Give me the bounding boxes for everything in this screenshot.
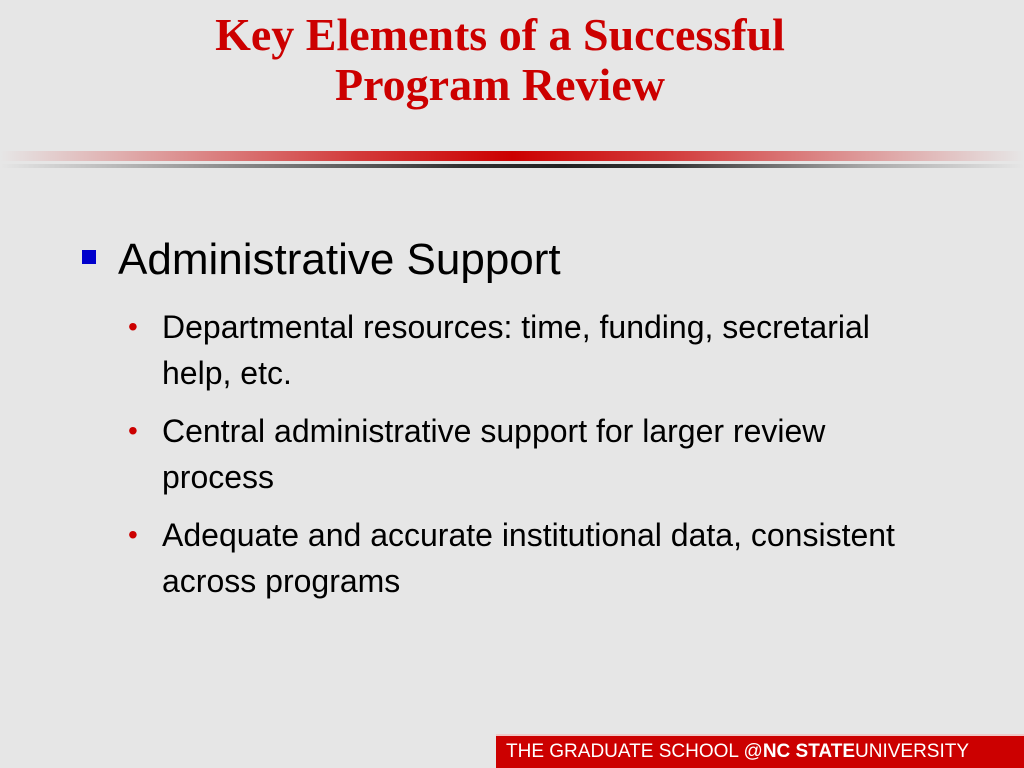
dot-bullet-icon: • <box>128 311 138 342</box>
square-bullet-icon <box>82 250 96 264</box>
slide-title-line-2: Program Review <box>335 59 665 110</box>
main-bullet-item <box>82 232 962 288</box>
slide-content <box>82 232 962 616</box>
footer-brand-band <box>496 734 1024 768</box>
sub-bullet-item <box>128 408 962 500</box>
footer-institution: NC STATE <box>762 741 856 762</box>
title-divider-red <box>0 151 1024 161</box>
footer-prefix: THE GRADUATE SCHOOL @ <box>506 741 763 762</box>
dot-bullet-icon: • <box>128 519 138 550</box>
title-divider-dark <box>0 164 1024 168</box>
dot-bullet-icon: • <box>128 415 138 446</box>
sub-bullet-text: Adequate and accurate institutional data, consistent across programs <box>162 517 895 599</box>
main-bullet-text: Administrative Support <box>118 235 561 284</box>
sub-bullet-list <box>82 304 962 604</box>
sub-bullet-item <box>128 304 962 396</box>
sub-bullet-text: Central administrative support for larger review process <box>162 413 826 495</box>
footer-suffix: UNIVERSITY <box>855 741 970 762</box>
sub-bullet-text: Departmental resources: time, funding, secretarial help, etc. <box>162 309 870 391</box>
sub-bullet-item <box>128 512 962 604</box>
slide-title <box>0 10 1000 110</box>
slide-title-line-1: Key Elements of a Successful <box>215 9 785 60</box>
